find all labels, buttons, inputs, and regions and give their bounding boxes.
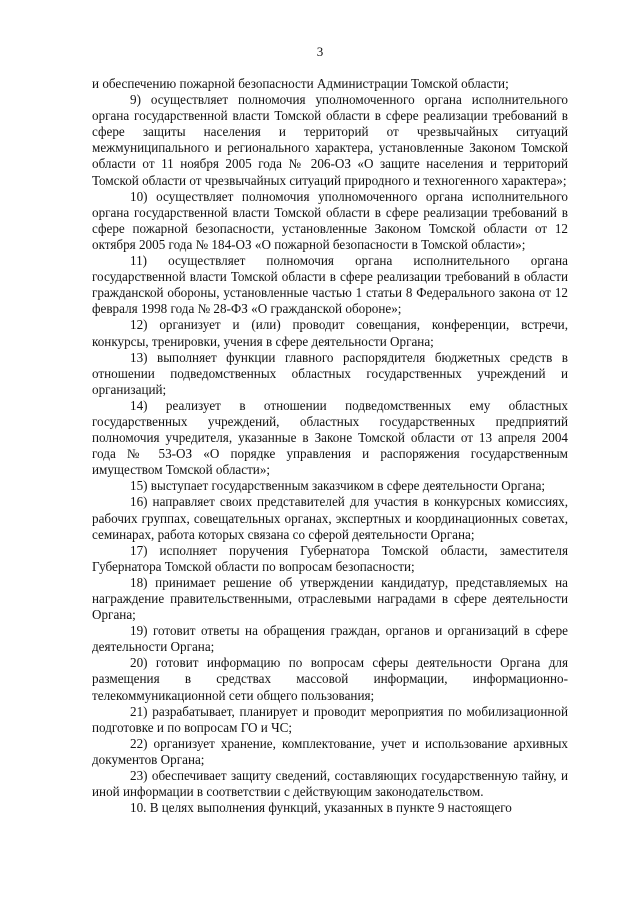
paragraph-section-10: 10. В целях выполнения функций, указанных в пункте 9 настоящего (130, 800, 512, 816)
paragraph-item-16: 16) направляет своих представителей для участия в конкурсных комиссиях, рабочих группах, совещательных органах, экспертных и координационных советах, семинарах, работа которых связана со сферой деятельности Органа; (92, 494, 568, 542)
paragraph-continuation: и обеспечению пожарной безопасности Администрации Томской области; (92, 76, 509, 91)
paragraph-item-19: 19) готовит ответы на обращения граждан, органов и организаций в сфере деятельности Органа; (92, 623, 568, 655)
paragraph-item-13: 13) выполняет функции главного распорядителя бюджетных средств в отношении подведомственных областных государственных учреждений и организаций; (92, 349, 568, 397)
paragraph-item-11: 11) осуществляет полномочия органа исполнительного органа государственной власти Томской области в сфере реализации требований в области гражданской обороны, установленные частью 1 статьи 8 Федерального закона от 12 февраля 1998 года № 28-ФЗ «О гражданской обороне»; (92, 253, 568, 317)
paragraph-item-9: 9) осуществляет полномочия уполномоченного органа исполнительного органа государственной власти Томской области в сфере реализации требований в сфере защиты населения и территорий от чрезвычайных ситуаций межмуниципального и регионального характера, установленные Законом Томской области от 11 ноября 2005 года № 206-ОЗ «О защите населения и территорий Томской области от чрезвычайных ситуаций природного и техногенного характера»; (92, 92, 568, 188)
paragraph-item-20: 20) готовит информацию по вопросам сферы деятельности Органа для размещения в средствах массовой информации, информационно-телекоммуникационной сети общего пользования; (92, 655, 568, 703)
paragraph-item-14: 14) реализует в отношении подведомственных ему областных государственных учреждений, областных государственных предприятий полномочия учредителя, указанные в Законе Томской области от 13 апреля 2004 года № 53-ОЗ «О порядке управления и распоряжения государственным имуществом Томской области»; (92, 397, 568, 478)
paragraph-item-12: 12) организует и (или) проводит совещания, конференции, встречи, конкурсы, тренировки, учения в сфере деятельности Органа; (92, 317, 568, 349)
paragraph-item-21: 21) разрабатывает, планирует и проводит мероприятия по мобилизационной подготовке и по вопросам ГО и ЧС; (92, 703, 568, 735)
paragraph-item-22: 22) организует хранение, комплектование, учет и использование архивных документов Органа; (92, 735, 568, 767)
paragraph-item-15: 15) выступает государственным заказчиком в сфере деятельности Органа; (130, 478, 546, 494)
document-body (92, 76, 568, 816)
paragraph-item-18: 18) принимает решение об утверждении кандидатур, представляемых на награждение правительственными, отраслевыми наградами в сфере деятельности Органа; (92, 574, 568, 623)
paragraph-item-23: 23) обеспечивает защиту сведений, составляющих государственную тайну, и иной информации в соответствии с действующим законодательством. (92, 768, 568, 800)
paragraph-item-10: 10) осуществляет полномочия уполномоченного органа исполнительного органа государственной власти Томской области в сфере реализации требований в сфере пожарной безопасности, установленные Законом Томской области от 12 октября 2005 года № 184-ОЗ «О пожарной безопасности в Томской области»; (92, 188, 568, 252)
page-number: 3 (316, 44, 324, 59)
paragraph-item-17: 17) исполняет поручения Губернатора Томской области, заместителя Губернатора Томской области по вопросам безопасности; (92, 542, 568, 574)
